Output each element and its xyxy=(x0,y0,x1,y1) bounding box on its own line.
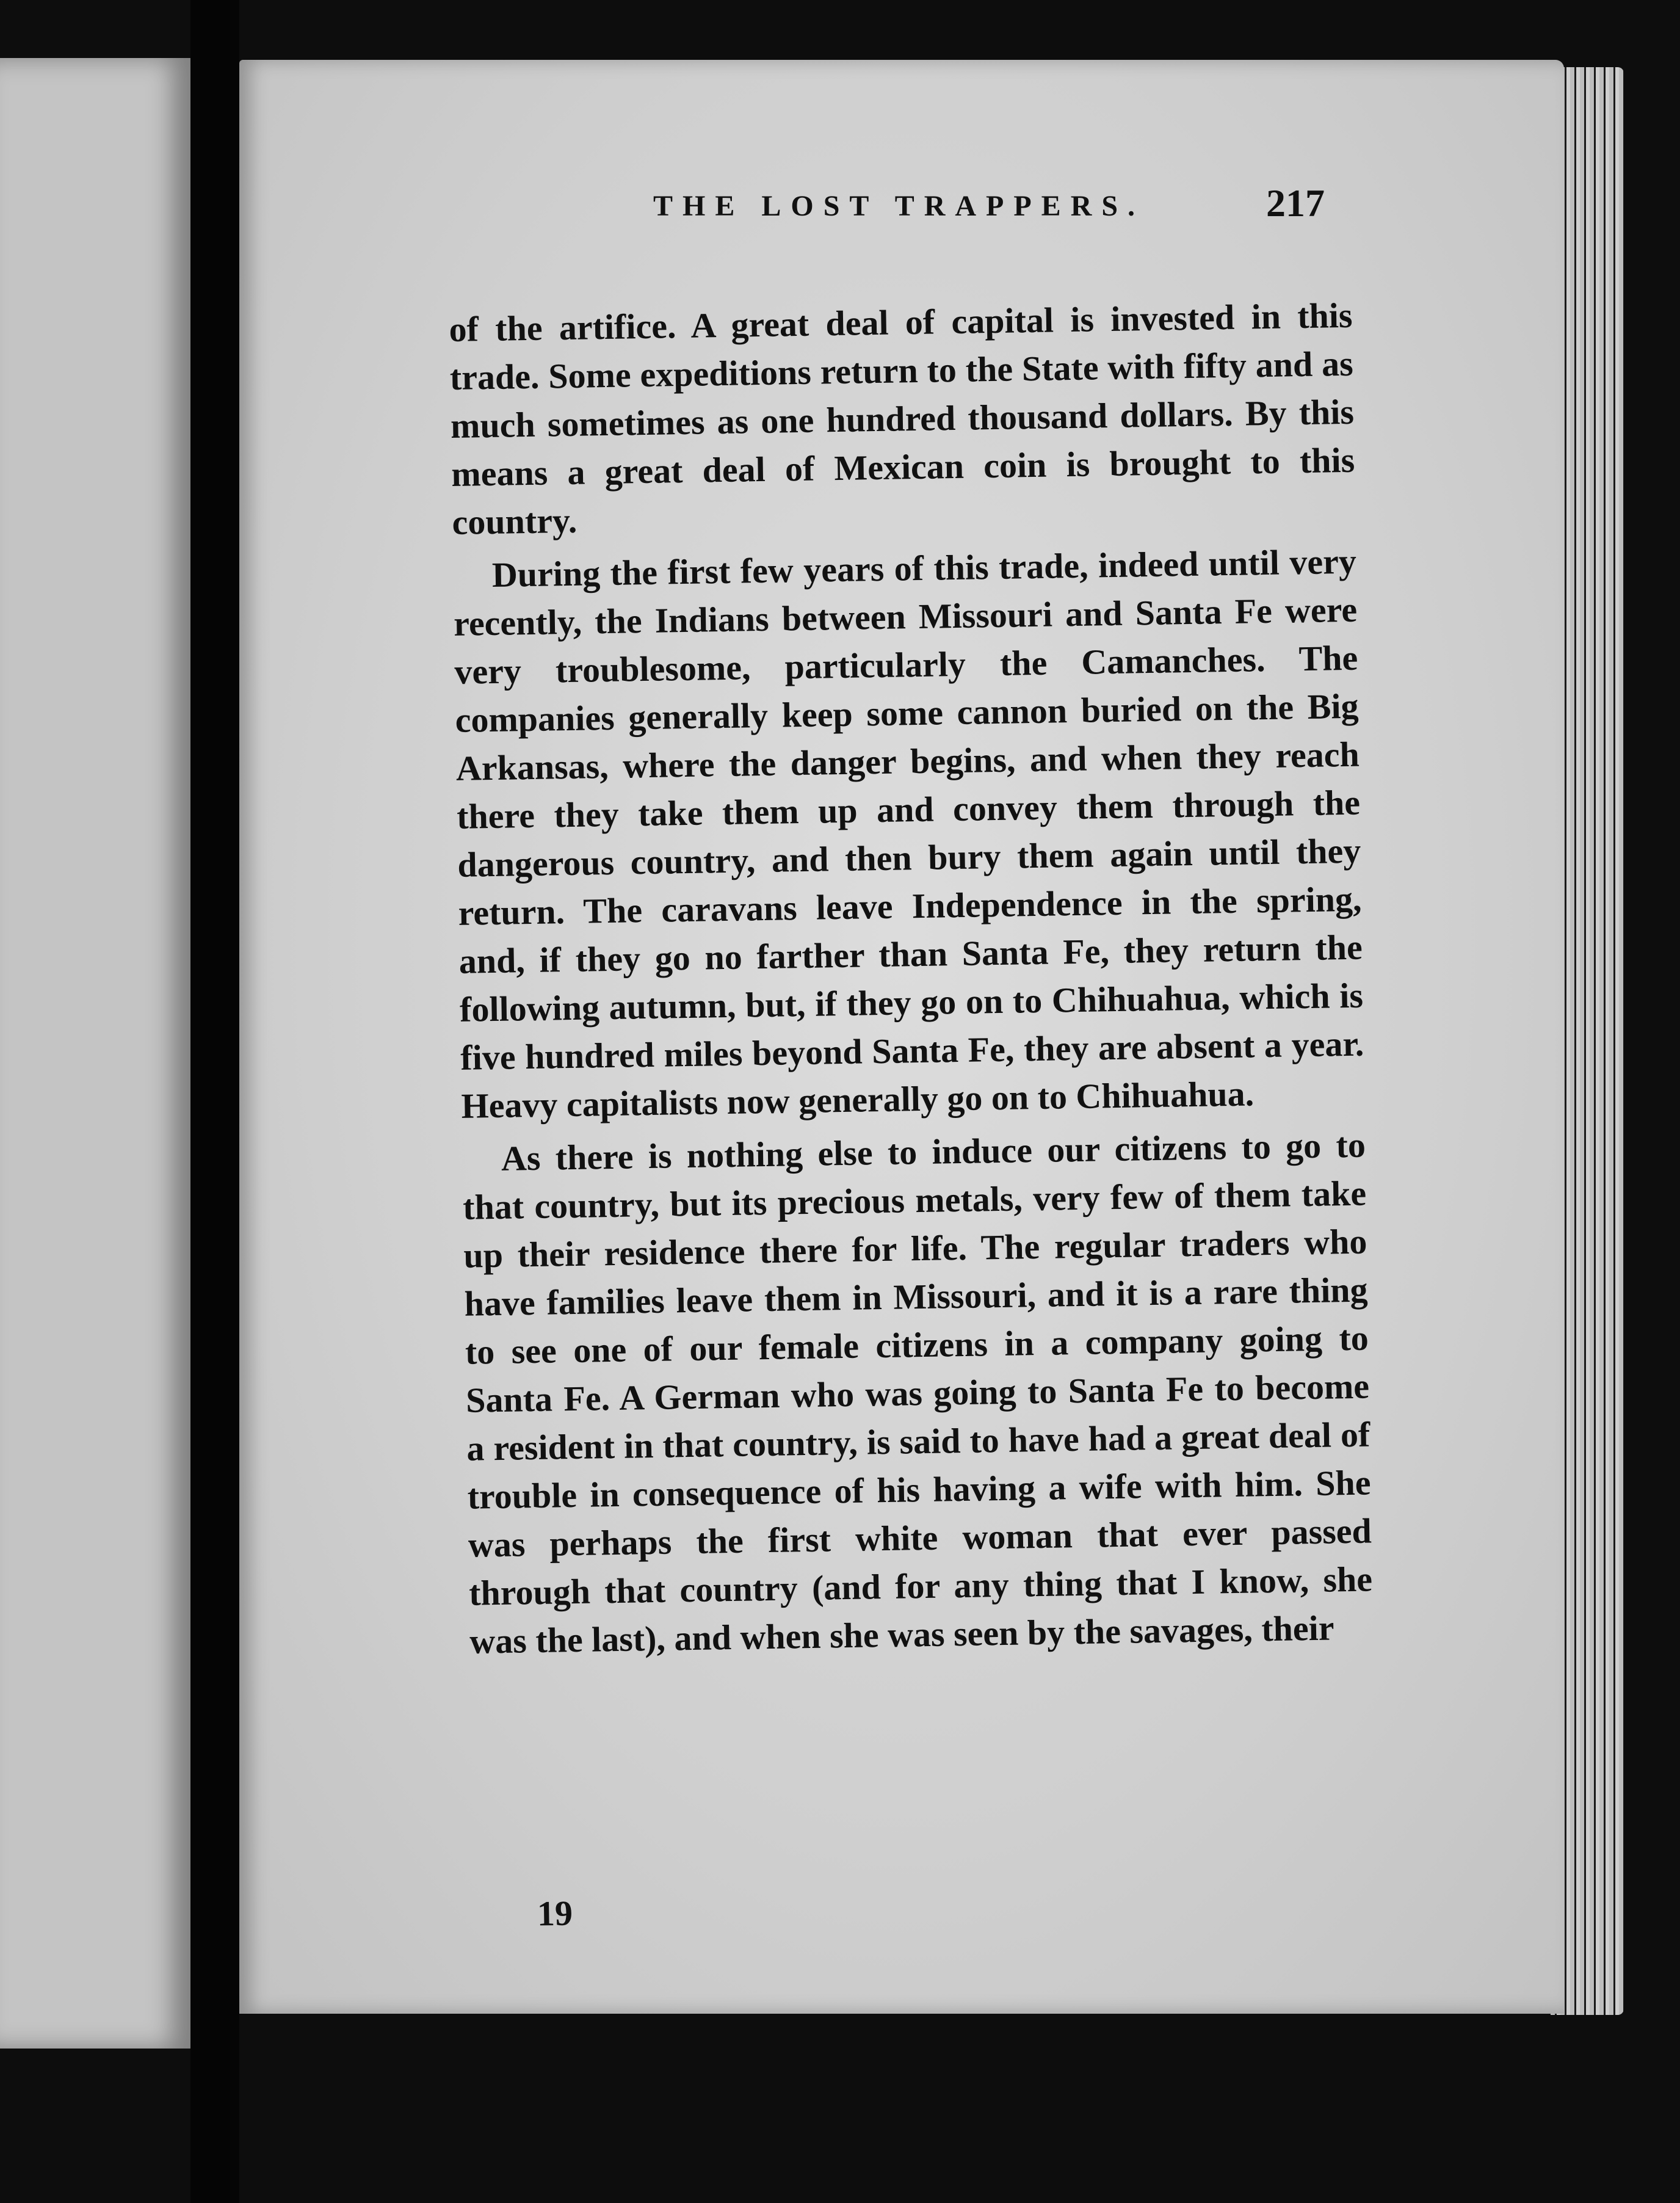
running-title: THE LOST TRAPPERS. xyxy=(653,190,1145,222)
paragraph-3: As there is nothing else to induce our citizens to go to that country, but its precious metals, very few of them take up their residence there for life. The regular traders who have families leave them in Missouri, and it is a rare thing to see one of our female citizens in a company going to Santa Fe. A German who was going to Santa Fe to become a resident in that country, is said to have had a great deal of trouble in consequence of his having a wife with him. She was perhaps the first white woman that ever passed through that country (and for any thing that I know, she was the last), and when she was seen by the savages, their xyxy=(462,1125,1373,1661)
running-head xyxy=(446,181,1331,244)
body-text xyxy=(449,291,1374,1671)
signature-mark: 19 xyxy=(537,1893,573,1934)
page-number: 217 xyxy=(1266,181,1325,225)
paragraph-1: of the artifice. A great deal of capital is invested in this trade. Some expeditions return to the State with fifty and as much sometimes as one hundred thousand dollars. By this means a great deal of Mexican coin is brought to this country. xyxy=(449,295,1355,542)
book-gutter xyxy=(190,0,239,2203)
facing-page xyxy=(0,58,190,2049)
paragraph-2: During the first few years of this trade, indeed until very recently, the Indians between Missouri and Santa Fe were very troublesome, particularly the Camanches. The companies generally keep some cannon buried on the Big Arkansas, where the danger begins, and when they reach there they take them up and convey them through the dangerous country, and then bury them again until they return. The caravans leave Independence in the spring, and, if they go no farther than Santa Fe, they return the following autumn, but, if they go on to Chihuahua, which is five hundred miles beyond Santa Fe, they are absent a year. Heavy capitalists now generally go on to Chihuahua. xyxy=(453,541,1364,1126)
